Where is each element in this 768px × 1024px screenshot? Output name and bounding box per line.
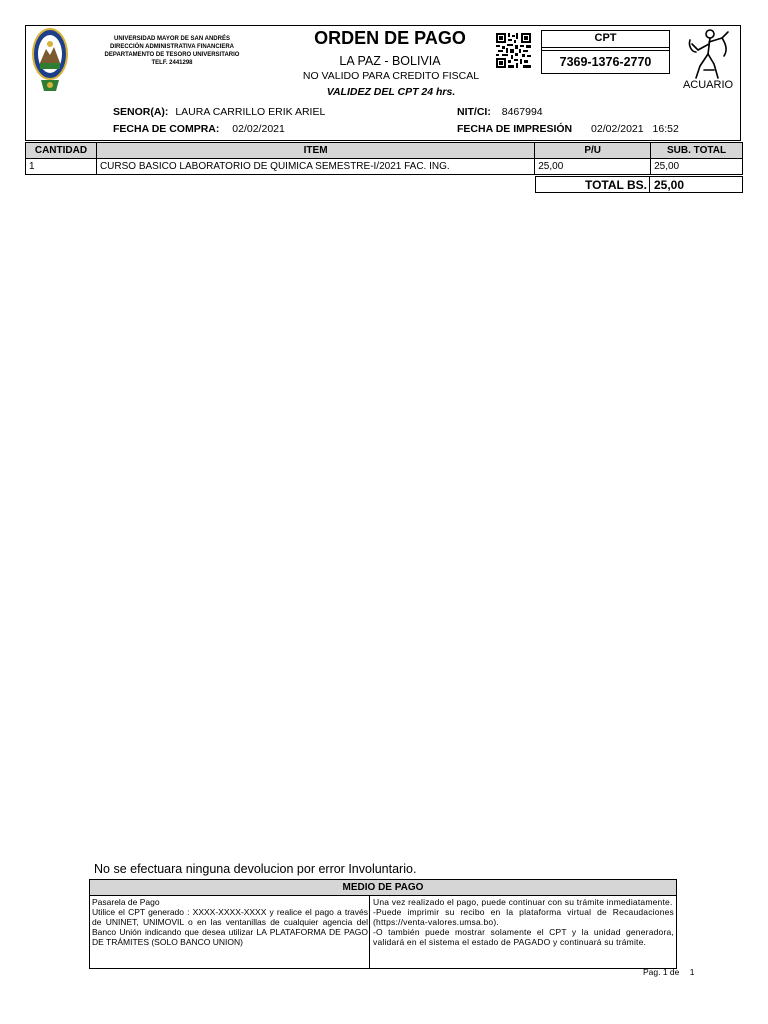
payment-method-title: MEDIO DE PAGO [90, 880, 676, 896]
institution-line: UNIVERSIDAD MAYOR DE SAN ANDRÉS [114, 36, 230, 42]
print-date-label: FECHA DE IMPRESIÓN [457, 123, 573, 135]
nit-value: 8467994 [501, 106, 543, 118]
purchase-date: 02/02/2021 [232, 123, 285, 135]
qr-code-icon [496, 33, 531, 68]
institution-line: TELF. 2441298 [151, 60, 193, 66]
column-header-subtotal: SUB. TOTAL [651, 143, 743, 159]
document-title: ORDEN DE PAGO [314, 28, 466, 48]
client-name: LAURA CARRILLO ERIK ARIEL [175, 106, 326, 118]
post-payment-line: Una vez realizado el pago, puede continuar con su trámite inmediatamente. [373, 897, 673, 907]
column-header-pu: P/U [535, 143, 651, 159]
cpt-number: 7369-1376-2770 [542, 50, 669, 73]
nit-row [457, 106, 543, 118]
nit-label: NIT/CI: [457, 106, 491, 118]
print-date: 02/02/2021 [591, 123, 644, 135]
purchase-date-row [113, 123, 285, 135]
table-header-row [26, 143, 743, 159]
items-table [25, 142, 743, 175]
column-header-cantidad: CANTIDAD [26, 143, 97, 159]
payment-instruction-line: Utilice el CPT generado : XXXX-XXXX-XXXX y realice el pago a través de UNINET, UNIMOVIL o en las ventanillas de cualquier agencia del Banco Unión indicando que desea utilizar LA PLATAFORMA DE PAGO DE TRÁMITES (SOLO BANCO UNION) [92, 907, 368, 947]
institution-line: DEPARTAMENTO DE TESORO UNIVERSITARIO [104, 52, 240, 58]
cpt-box [541, 30, 670, 74]
payment-instruction-line: Pasarela de Pago [92, 897, 160, 907]
total-value: 25,00 [654, 178, 685, 192]
aquarius-figure-icon [684, 28, 734, 80]
cell-cantidad: 1 [26, 159, 97, 175]
purchase-date-label: FECHA DE COMPRA: [113, 123, 220, 135]
institution-block [92, 35, 252, 67]
cell-pu: 25,00 [535, 159, 651, 175]
page-total: 1 [689, 967, 695, 977]
cpt-label: CPT [542, 31, 669, 48]
total-label: TOTAL BS. [536, 177, 650, 192]
no-refund-note: No se efectuara ninguna devolucion por error Involuntario. [94, 862, 417, 876]
zodiac-label: ACUARIO [682, 79, 734, 91]
post-payment-instructions [373, 897, 674, 947]
client-name-label: SENOR(A): [113, 106, 169, 118]
fiscal-note: NO VALIDO PARA CREDITO FISCAL [302, 70, 480, 82]
page-number [643, 967, 695, 977]
table-row [26, 159, 743, 175]
client-name-row [113, 106, 325, 118]
university-seal-logo [30, 27, 70, 95]
column-header-item: ITEM [96, 143, 534, 159]
print-date-row [457, 123, 679, 135]
print-time: 16:52 [652, 123, 679, 135]
page-label: Pag. 1 de [643, 967, 680, 977]
cell-subtotal: 25,00 [651, 159, 743, 175]
cell-item: CURSO BASICO LABORATORIO DE QUIMICA SEMESTRE-I/2021 FAC. ING. [96, 159, 534, 175]
column-divider [369, 895, 370, 969]
institution-line: DIRECCIÓN ADMINISTRATIVA FINANCIERA [110, 44, 234, 50]
validity-note: VALIDEZ DEL CPT 24 hrs. [326, 86, 456, 98]
total-row [535, 176, 743, 193]
payment-instructions [92, 897, 368, 947]
document-location: LA PAZ - BOLIVIA [339, 54, 441, 68]
payment-method-box [89, 879, 677, 969]
post-payment-line: -O también puede mostrar solamente el CPT y la unidad generadora, validará en el sistema el estado de PAGADO y continuará su trámite. [373, 927, 674, 947]
post-payment-line: -Puede imprimir su recibo en la plataforma virtual de Recaudaciones (https://venta-valores.umsa.bo). [373, 907, 674, 927]
